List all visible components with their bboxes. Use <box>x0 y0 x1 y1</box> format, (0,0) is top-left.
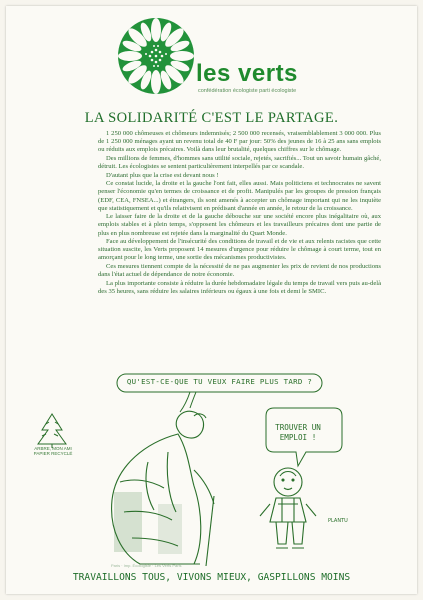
paragraph: Ce constat lucide, la droite et la gauche l'ont fait, elles aussi. Mais politiciens et technocrates ne savent penser l'économie qu'en termes de croissance et de profit. Manipulés par les groupes de pression français (EDF, CEA, FNSEA...) et étrangers, ils sont amenés à accepter un chômage important qui ne les inquiète que statistiquement et qu'ils relativisent en prédisant d'année en année, le retour de la croissance. <box>98 180 381 212</box>
paragraph: Des millions de femmes, d'hommes sans utilité sociale, rejetés, sacrifiés... Tout un savoir humain gâché, détruit. Les écologistes se sentent particulièrement interpellés par ce scandale. <box>98 154 381 170</box>
sunflower-logo-icon <box>116 16 196 96</box>
brand-name: les verts <box>196 60 298 87</box>
speech-bubble-small-text: TROUVER UN EMPLOI ! <box>275 423 321 442</box>
cartoon-illustration <box>28 372 400 568</box>
slogan: TRAVAILLONS TOUS, VIVONS MIEUX, GASPILLONS MOINS <box>72 572 351 583</box>
recycled-paper-note: ARBRE, MON AMI PAPIER RECYCLÉ <box>33 446 73 456</box>
tree-icon <box>38 414 66 448</box>
paragraph: 1 250 000 chômeuses et chômeurs indemnisés; 2 500 000 recensés, vraisemblablement 3 000 000. Plus de 1 250 000 ménages ayant un revenu total de 40 F par jour: 50% des jeunes de 16 à 25 ans sans emplois ou réduits aux emplois précaires. Voilà dans leur brutalité, quelques chiffres sur le chômage. <box>98 130 381 154</box>
leaflet-page <box>6 6 417 594</box>
paragraph: Face au développement de l'insécurité des conditions de travail et de vie et aux relents racistes que cette situation suscite, les Verts proposent 14 mesures d'urgence pour réduire le chômage à court terme, tout en amorçant pour le long terme, une sortie des mécanismes productivistes. <box>98 238 381 262</box>
brand-tagline: confédération écologiste parti écologiste <box>198 88 297 94</box>
boy-figure <box>260 468 316 548</box>
paragraph: Ces mesures tiennent compte de la nécessité de ne pas augmenter les prix de revient de nos productions dans l'état actuel de dépendance de notre économie. <box>98 263 381 279</box>
artist-signature: PLANTU <box>328 518 348 524</box>
printer-line: Paris · Imp. Écologiste · Les Verts Paris <box>111 563 182 568</box>
paragraph: D'autant plus que la crise est devant nous ! <box>106 171 219 179</box>
body-text <box>98 130 381 297</box>
headline: LA SOLIDARITÉ C'EST LE PARTAGE. <box>84 110 339 126</box>
paragraph: La plus importante consiste à réduire la durée hebdomadaire légale du temps de travail vers puis au-delà des 35 heures, sans réduire les salaires inférieurs ou égaux à une fois et demi le SMIC. <box>98 279 382 295</box>
speech-bubble-large-text: QU'EST-CE-QUE TU VEUX FAIRE PLUS TARD ? <box>126 377 313 386</box>
paragraph: Le laisser faire de la droite et de la gauche débouche sur une société encore plus inégalitaire où, aux emplois stables et à plein temps, s'opposent les chômeurs et les travailleurs précaires dont une partie de plus en plus nombreuse est rejetée dans la marginalité du Quart Monde. <box>98 213 381 237</box>
logo <box>116 16 316 96</box>
